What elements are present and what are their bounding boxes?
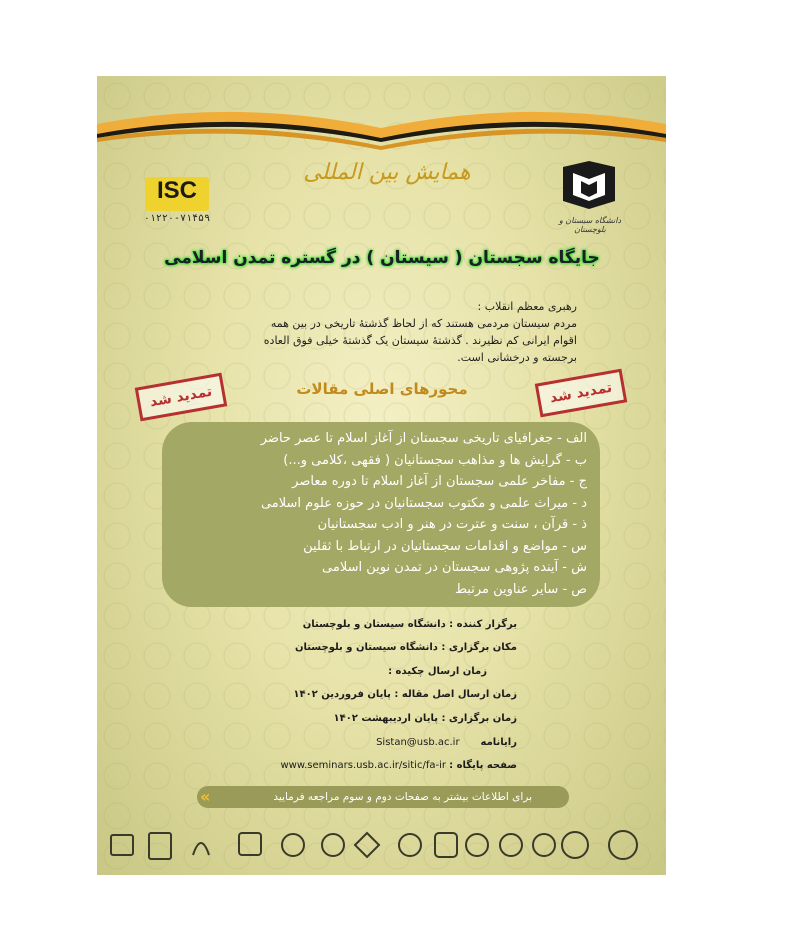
quote-line: برجسته و درخشانی است. (457, 351, 577, 364)
extended-stamp: تمدید شد (535, 369, 628, 418)
partner-logo-icon (466, 834, 488, 856)
event-date-line: زمان برگزاری : پایان اردیبهشت ۱۴۰۲ (333, 713, 517, 724)
quote-line: مردم سیستان مردمی هستند که از لحاظ گذشتهٔ تاریخی در بین همه (270, 317, 577, 330)
axis-item: ج - مفاخر علمی سجستان از آغاز اسلام تا دوره معاصر (292, 474, 587, 489)
email-link[interactable]: Sistan@usb.ac.ir (376, 737, 460, 748)
leader-quote (192, 298, 577, 366)
axes-title: محورهای اصلی مقالات (296, 380, 468, 398)
double-chevron-left-icon: « (200, 787, 211, 806)
partner-logo-icon (435, 833, 457, 857)
venue-line: مکان برگزاری : دانشگاه سیستان و بلوچستان (294, 642, 517, 653)
axis-item: ذ - قرآن ، سنت و عترت در هنر و ادب سجستانیان (317, 517, 587, 532)
email-row (247, 737, 517, 748)
isc-logo-text: ISC (156, 177, 197, 204)
website-link[interactable]: www.seminars.usb.ac.ir/sitic/fa-ir (280, 760, 446, 771)
partner-logo-icon (239, 833, 261, 855)
axis-item: ص - سایر عناوین مرتبط (454, 581, 587, 597)
axis-item: الف - جغرافیای تاریخی سجستان از آغاز اسلام تا عصر حاضر (260, 431, 587, 446)
website-row (247, 760, 517, 771)
university-caption: دانشگاه سیستان و بلوچستان (558, 216, 622, 234)
partner-logo-icon (149, 833, 171, 859)
axis-item: ب - گرایش ها و مذاهب سجستانیان ( فقهی ،کلامی و...) (283, 452, 587, 468)
partner-logos (97, 821, 666, 875)
abstract-deadline-line: زمان ارسال چکیده : (388, 666, 487, 677)
axis-item: د - میراث علمی و مکتوب سجستانیان در حوزه علوم اسلامی (260, 495, 587, 511)
university-logo-icon (559, 161, 619, 209)
quote-heading: رهبری معظم انقلاب : (477, 300, 577, 313)
partner-logo-icon (609, 831, 637, 859)
partner-logo-icon (500, 834, 522, 856)
open-book-icon (97, 76, 666, 156)
axis-item: س - مواضع و اقدامات سجستانیان در ارتباط با ثقلین (303, 538, 587, 554)
partner-logo-icon (355, 833, 379, 857)
more-info-text: برای اطلاعات بیشتر به صفحات دوم و سوم مراجعه فرمایید (273, 791, 532, 803)
organizer-line: برگزار کننده : دانشگاه سیستان و بلوچستان (302, 619, 517, 630)
partner-logo-icon (533, 834, 555, 856)
partner-logo-icon (399, 834, 421, 856)
axes-list (187, 428, 587, 600)
partner-logo-icon (111, 835, 133, 855)
partner-logo-icon (282, 834, 304, 856)
conference-poster (97, 76, 666, 875)
email-label: رایانامه (480, 737, 517, 748)
axis-item: ش - آینده پژوهی سجستان در تمدن نوین اسلامی (322, 560, 587, 575)
main-title: جایگاه سجستان ( سیستان ) در گستره تمدن اسلامی (164, 248, 600, 268)
paper-deadline-line: زمان ارسال اصل مقاله : پایان فروردین ۱۴۰۲ (293, 689, 517, 700)
partner-logo-icon (193, 843, 209, 855)
conference-label: همایش بین المللی (303, 160, 471, 185)
isc-code: ۰۱۲۲۰-۷۱۴۵۹ (143, 213, 211, 224)
partner-logo-icon (322, 834, 344, 856)
extended-stamp: تمدید شد (135, 373, 228, 422)
partner-logo-icon (562, 832, 588, 858)
quote-line: اقوام ایرانی کم نظیرند . گذشتهٔ سیستان یک گذشتهٔ خیلی فوق العاده (263, 334, 577, 347)
website-label: صفحه پایگاه : (449, 760, 517, 771)
